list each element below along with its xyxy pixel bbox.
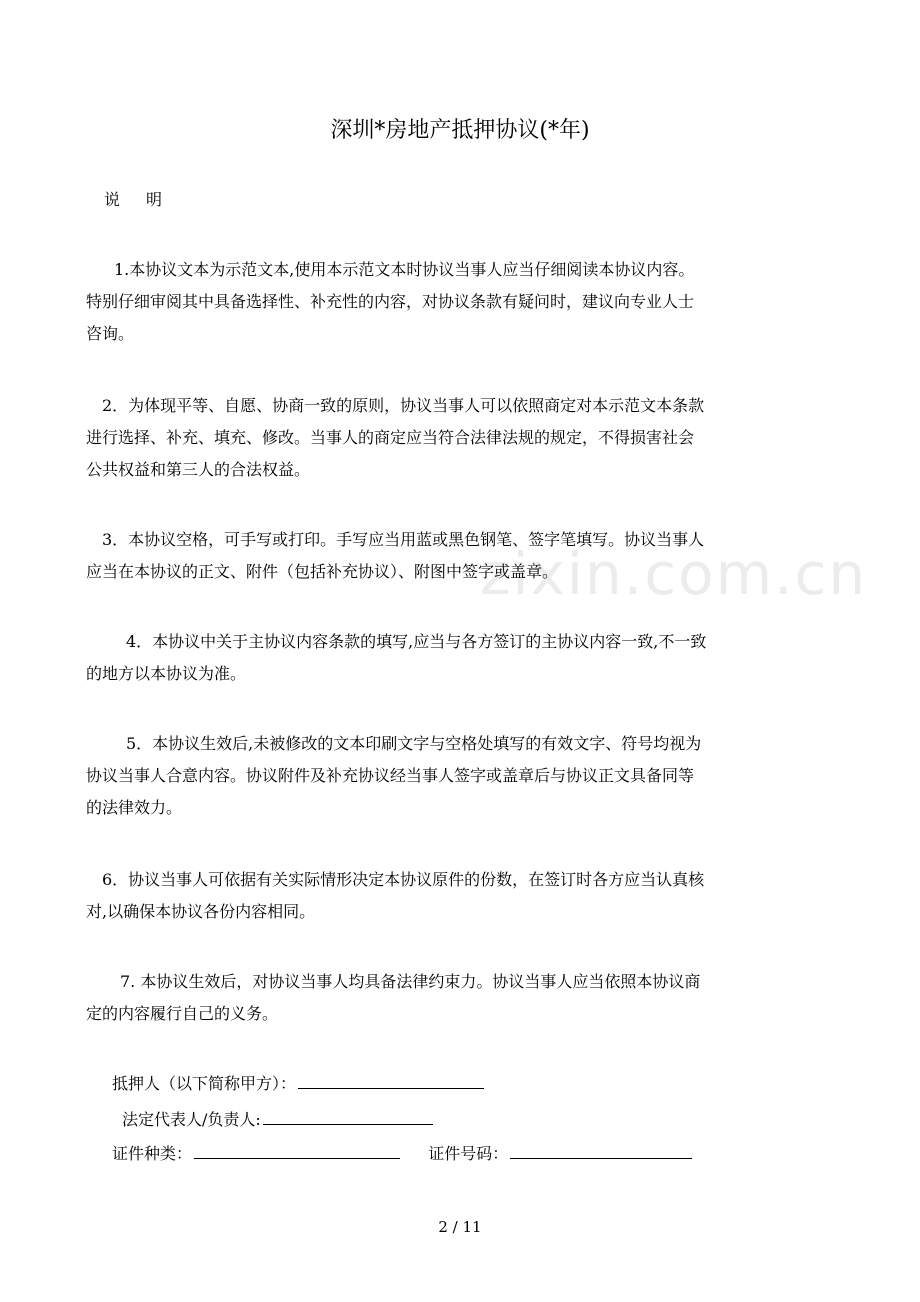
paragraph-line: 5．本协议生效后,未被修改的文本印刷文字与空格处填写的有效文字、符号均视为 <box>126 734 702 753</box>
paragraph-line: 2．为体现平等、自愿、协商一致的原则，协议当事人可以依照商定对本示范文本条款 <box>102 396 705 415</box>
paragraph-1 <box>86 254 836 350</box>
paragraph-line: 应当在本协议的正文、附件（包括补充协议）、附图中签字或盖章。 <box>86 562 559 581</box>
legal-rep-blank[interactable] <box>263 1106 433 1125</box>
paragraph-line: 定的内容履行自己的义务。 <box>86 1004 279 1023</box>
watermark: zixin.com.cn <box>480 540 868 608</box>
paragraph-line: 进行选择、补充、填充、修改。当事人的商定应当符合法律法规的规定，不得损害社会 <box>86 428 695 447</box>
document-title: 深圳*房地产抵押协议(*年) <box>330 118 590 143</box>
paragraph-5 <box>86 728 836 824</box>
paragraph-line: 7. 本协议生效后，对协议当事人均具备法律约束力。协议当事人应当依照本协议商 <box>120 972 701 991</box>
heading-char-1: 说 <box>104 190 121 209</box>
paragraph-7 <box>86 966 836 1030</box>
paragraph-line: 的地方以本协议为准。 <box>86 664 247 683</box>
heading-char-2: 明 <box>146 190 163 209</box>
paragraph-line: 的法律效力。 <box>86 798 183 817</box>
paragraph-line: 对,以确保本协议各份内容相同。 <box>86 902 316 921</box>
section-heading <box>104 186 162 214</box>
mortgagor-label: 抵押人（以下简称甲方）： <box>112 1074 297 1093</box>
paragraph-line: 6．协议当事人可依据有关实际情形决定本协议原件的份数，在签订时各方应当认真核 <box>102 870 705 889</box>
legal-rep-line <box>122 1106 433 1134</box>
id-line <box>112 1140 692 1168</box>
paragraph-line: 1.本协议文本为示范文本,使用本示范文本时协议当事人应当仔细阅读本协议内容。 <box>114 260 695 279</box>
paragraph-6 <box>86 864 836 928</box>
paragraph-line: 咨询。 <box>86 324 135 343</box>
paragraph-line: 协议当事人合意内容。协议附件及补充协议经当事人签字或盖章后与协议正文具备同等 <box>86 766 695 785</box>
paragraph-line: 3．本协议空格，可手写或打印。手写应当用蓝或黑色钢笔、签字笔填写。协议当事人 <box>102 530 705 549</box>
paragraph-line: 4．本协议中关于主协议内容条款的填写,应当与各方签订的主协议内容一致,不一致 <box>126 632 707 651</box>
mortgagor-blank[interactable] <box>298 1070 484 1089</box>
mortgagor-line <box>112 1070 484 1098</box>
id-number-label: 证件号码： <box>428 1144 509 1163</box>
paragraph-3 <box>86 524 836 588</box>
legal-rep-label: 法定代表人/负责人: <box>122 1110 261 1129</box>
paragraph-line: 特别仔细审阅其中具备选择性、补充性的内容，对协议条款有疑问时，建议向专业人士 <box>86 292 695 311</box>
id-type-blank[interactable] <box>194 1140 400 1159</box>
paragraph-4 <box>86 626 836 690</box>
page-number: 2 / 11 <box>438 1218 482 1236</box>
id-type-label: 证件种类： <box>112 1144 193 1163</box>
paragraph-2 <box>86 390 836 486</box>
id-number-blank[interactable] <box>510 1140 692 1159</box>
paragraph-line: 公共权益和第三人的合法权益。 <box>86 460 311 479</box>
